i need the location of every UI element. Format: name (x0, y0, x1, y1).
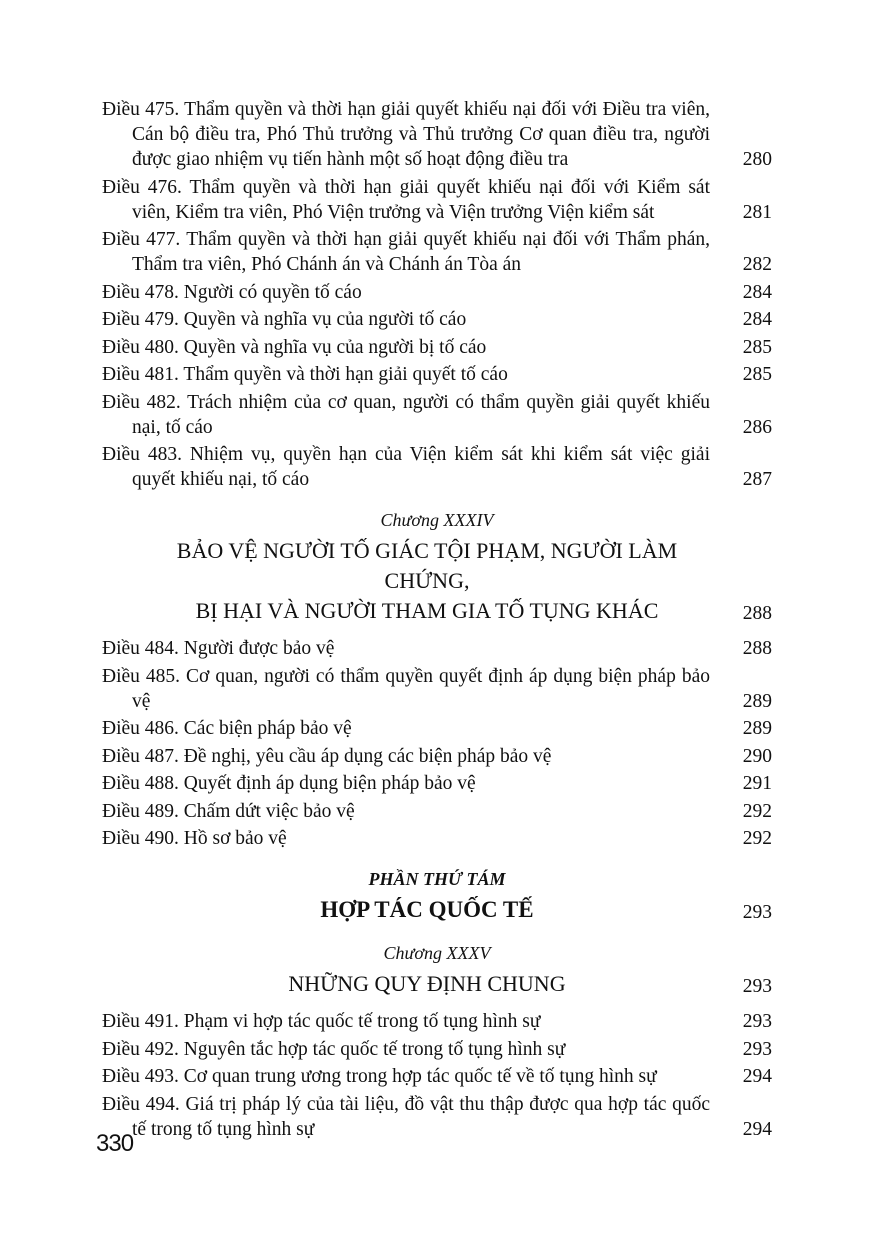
toc-entry: Điều 491. Phạm vi hợp tác quốc tế trong tố tụng hình sự 293 (102, 1011, 772, 1032)
toc-entry: Điều 483. Nhiệm vụ, quyền hạn của Viện kiểm sát khi kiểm sát việc giải quyết khiếu nại, tố cáo 287 (102, 444, 772, 490)
chapter-title-line2: BỊ HẠI VÀ NGƯỜI THAM GIA TỐ TỤNG KHÁC (195, 598, 659, 623)
toc-entry: Điều 484. Người được bảo vệ 288 (102, 638, 772, 659)
toc-entry: Điều 487. Đề nghị, yêu cầu áp dụng các biện pháp bảo vệ 290 (102, 745, 772, 767)
toc-entry: Điều 476. Thẩm quyền và thời hạn giải quyết khiếu nại đối với Kiểm sát viên, Kiểm tra viên, Phó Viện trưởng và Viện trưởng Viện kiểm sát 281 (102, 176, 772, 223)
entry-list-section1 (102, 97, 772, 492)
toc-entry: Điều 479. Quyền và nghĩa vụ của người tố cáo 284 (102, 309, 772, 330)
toc-entry: Điều 489. Chấm dứt việc bảo vệ 292 (102, 800, 772, 822)
toc-entry: Điều 490. Hồ sơ bảo vệ 292 (102, 828, 772, 849)
chapter-label: Chương XXXV (383, 943, 491, 963)
toc-entry: Điều 475. Thẩm quyền và thời hạn giải quyết khiếu nại đối với Điều tra viên, Cán bộ điều tra, Phó Thủ trưởng và Thủ trưởng Cơ quan điều tra, người được giao nhiệm vụ tiến hành một số hoạt động điều tra 280 (102, 99, 772, 170)
chapter-title (102, 536, 772, 626)
part-label: PHẦN THỨ TÁM (368, 869, 506, 889)
toc-entry: Điều 492. Nguyên tắc hợp tác quốc tế trong tố tụng hình sự 293 (102, 1038, 772, 1060)
page-number: 330 (96, 1130, 134, 1157)
toc-entry: Điều 485. Cơ quan, người có thẩm quyền quyết định áp dụng biện pháp bảo vệ 289 (102, 665, 772, 712)
toc-entry: Điều 481. Thẩm quyền và thời hạn giải quyết tố cáo 285 (102, 364, 772, 385)
entry-list-section2 (102, 636, 772, 851)
entry-list-section3 (102, 1009, 772, 1142)
part-page: 293 (742, 902, 772, 923)
table-of-contents (102, 97, 772, 1144)
chapter-title-line1: BẢO VỆ NGƯỜI TỐ GIÁC TỘI PHẠM, NGƯỜI LÀM CHỨNG, (176, 538, 678, 593)
toc-entry: Điều 488. Quyết định áp dụng biện pháp bảo vệ 291 (102, 773, 772, 794)
toc-entry: Điều 486. Các biện pháp bảo vệ 289 (102, 718, 772, 739)
toc-entry: Điều 482. Trách nhiệm của cơ quan, người có thẩm quyền giải quyết khiếu nại, tố cáo 286 (102, 391, 772, 438)
chapter-title: NHỮNG QUY ĐỊNH CHUNG 293 (288, 971, 772, 997)
chapter-page: 293 (742, 976, 772, 997)
toc-entry: Điều 478. Người có quyền tố cáo 284 (102, 281, 772, 303)
toc-entry: Điều 493. Cơ quan trung ương trong hợp tác quốc tế về tố tụng hình sự 294 (102, 1066, 772, 1087)
toc-entry: Điều 477. Thẩm quyền và thời hạn giải quyết khiếu nại đối với Thẩm phán, Thẩm tra viên, Phó Chánh án và Chánh án Tòa án 282 (102, 229, 772, 275)
toc-entry: Điều 494. Giá trị pháp lý của tài liệu, đồ vật thu thập được qua hợp tác quốc tế trong tố tụng hình sự 294 (102, 1093, 772, 1140)
chapter-label: Chương XXXIV (380, 510, 494, 530)
chapter-page: 288 (742, 603, 772, 624)
part-title: HỢP TÁC QUỐC TẾ 293 (320, 897, 772, 923)
toc-entry: Điều 480. Quyền và nghĩa vụ của người bị tố cáo 285 (102, 336, 772, 358)
